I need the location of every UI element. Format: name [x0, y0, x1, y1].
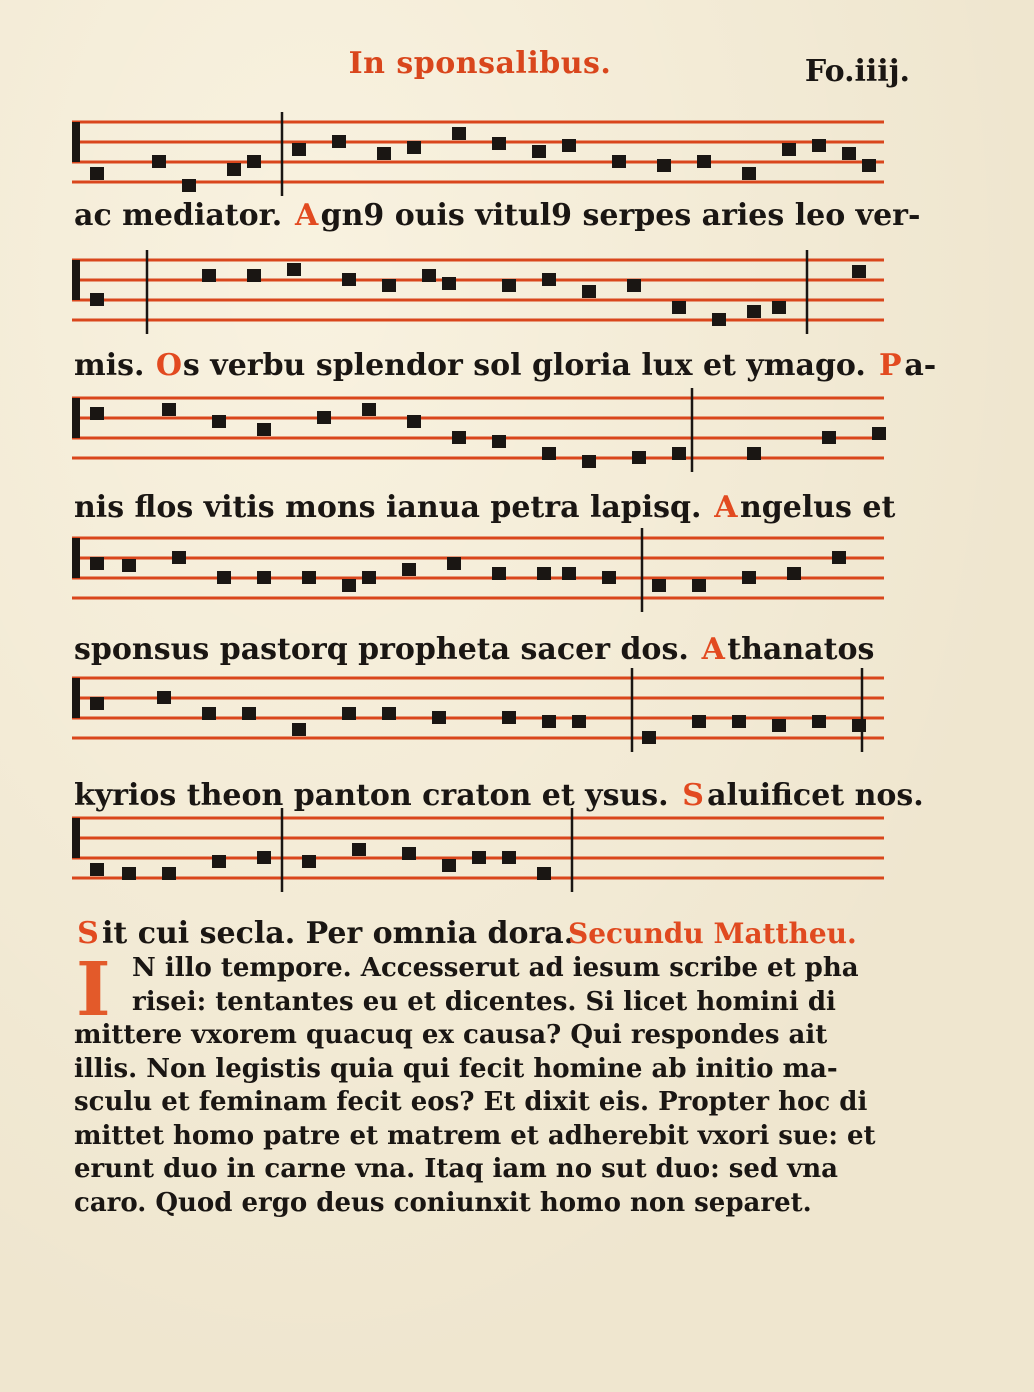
- neume-note: [202, 269, 216, 282]
- lyric-part: nis flos vitis mons ianua petra lapisq.: [74, 490, 712, 525]
- lyric-part: s verbu splendor sol gloria lux et ymago.: [182, 348, 877, 383]
- lyric-line-3: [74, 488, 896, 528]
- neume-note: [122, 867, 136, 880]
- gospel-text: [74, 947, 894, 1220]
- neume-note: [582, 455, 596, 468]
- neume-note: [90, 407, 104, 420]
- rubric-initial: O: [155, 348, 182, 383]
- lyric-part: ac mediator.: [74, 198, 293, 233]
- neume-note: [642, 731, 656, 744]
- lyric-part: a-: [904, 348, 937, 383]
- neume-note: [812, 715, 826, 728]
- lyric-line-4: [74, 630, 886, 670]
- neume-note: [537, 867, 551, 880]
- rubric-initial: A: [714, 490, 738, 525]
- neume-note: [447, 557, 461, 570]
- neume-note: [227, 163, 241, 176]
- neume-note: [362, 571, 376, 584]
- neume-note: [242, 707, 256, 720]
- neume-note: [697, 155, 711, 168]
- clef-mark: [72, 398, 80, 438]
- lyric-line-6: [74, 914, 575, 954]
- neume-note: [812, 139, 826, 152]
- lyric-part: it cui secla. Per omnia dora.: [102, 916, 575, 951]
- neume-note: [692, 715, 706, 728]
- lyric-part: thanatos: [727, 632, 875, 667]
- lyric-part: kyrios theon panton craton et ysus.: [74, 778, 680, 813]
- gospel-line: erunt duo in carne vna. Itaq iam no sut duo: sed vna: [74, 1154, 839, 1184]
- neume-note: [257, 423, 271, 436]
- clef-mark: [72, 538, 80, 578]
- gospel-line: caro. Quod ergo deus coniunxit homo non separet.: [74, 1187, 812, 1218]
- neume-note: [90, 557, 104, 570]
- clef-mark: [72, 260, 80, 300]
- gospel-line: sculu et feminam fecit eos? Et dixit eis. Propter hoc di: [74, 1087, 868, 1117]
- neume-note: [562, 139, 576, 152]
- neume-note: [542, 715, 556, 728]
- gospel-line: mittet homo patre et matrem et adherebit vxori sue: et: [74, 1120, 876, 1151]
- gospel-line: risei: tentantes eu et dicentes. Si licet homini di: [132, 986, 836, 1017]
- neume-note: [872, 427, 886, 440]
- neume-note: [612, 155, 626, 168]
- neume-note: [257, 571, 271, 584]
- gospel-line: mittere vxorem quacuq ex causa? Qui respondes ait: [74, 1020, 828, 1050]
- lyric-part: mis.: [74, 348, 155, 383]
- neume-note: [772, 719, 786, 732]
- neume-note: [712, 313, 726, 326]
- neume-note: [212, 415, 226, 428]
- rubric-initial: P: [879, 348, 902, 383]
- neume-note: [122, 559, 136, 572]
- lyric-part: gn9 ouis vitul9 serpes aries leo ver-: [320, 198, 921, 233]
- neume-note: [852, 265, 866, 278]
- neume-note: [292, 143, 306, 156]
- neume-note: [342, 707, 356, 720]
- neume-note: [407, 415, 421, 428]
- neume-note: [672, 447, 686, 460]
- neume-note: [542, 447, 556, 460]
- neume-note: [287, 263, 301, 276]
- neume-note: [652, 579, 666, 592]
- clef-mark: [72, 818, 80, 858]
- neume-note: [302, 855, 316, 868]
- rubric-initial: S: [77, 916, 99, 951]
- neume-note: [742, 571, 756, 584]
- neume-note: [90, 863, 104, 876]
- music-staff-2: [72, 250, 884, 334]
- music-staff-4: [72, 528, 884, 612]
- neume-note: [152, 155, 166, 168]
- lyric-part: aluificet nos.: [707, 778, 924, 813]
- neume-note: [377, 147, 391, 160]
- running-title: In sponsalibus.: [348, 46, 612, 81]
- lyric-line-1: [74, 196, 921, 236]
- neume-note: [747, 305, 761, 318]
- gospel-heading: Secundu Mattheu.: [568, 917, 857, 950]
- neume-note: [772, 301, 786, 314]
- neume-note: [627, 279, 641, 292]
- neume-note: [157, 691, 171, 704]
- music-staff-6: [72, 808, 884, 892]
- neume-note: [787, 567, 801, 580]
- neume-note: [852, 719, 866, 732]
- neume-note: [492, 137, 506, 150]
- neume-note: [742, 167, 756, 180]
- neume-note: [492, 567, 506, 580]
- neume-note: [407, 141, 421, 154]
- neume-note: [452, 127, 466, 140]
- gospel-line: illis. Non legistis quia qui fecit homine ab initio ma-: [74, 1053, 838, 1084]
- neume-note: [542, 273, 556, 286]
- neume-note: [217, 571, 231, 584]
- neume-note: [472, 851, 486, 864]
- neume-note: [832, 551, 846, 564]
- folio-number: Fo.iiij.: [804, 54, 910, 89]
- neume-note: [657, 159, 671, 172]
- neume-note: [502, 851, 516, 864]
- neume-note: [90, 167, 104, 180]
- neume-note: [492, 435, 506, 448]
- neume-note: [747, 447, 761, 460]
- neume-note: [452, 431, 466, 444]
- neume-note: [90, 697, 104, 710]
- lyric-line-5: [74, 776, 924, 816]
- neume-note: [442, 859, 456, 872]
- neume-note: [90, 293, 104, 306]
- neume-note: [382, 707, 396, 720]
- neume-note: [202, 707, 216, 720]
- lyric-part: sponsus pastorq propheta sacer dos.: [74, 632, 700, 667]
- neume-note: [822, 431, 836, 444]
- neume-note: [862, 159, 876, 172]
- neume-note: [602, 571, 616, 584]
- neume-note: [632, 451, 646, 464]
- rubric-initial: A: [701, 632, 725, 667]
- neume-note: [162, 403, 176, 416]
- neume-note: [692, 579, 706, 592]
- neume-note: [352, 843, 366, 856]
- neume-note: [732, 715, 746, 728]
- music-staff-3: [72, 388, 884, 472]
- neume-note: [292, 723, 306, 736]
- neume-note: [382, 279, 396, 292]
- neume-note: [362, 403, 376, 416]
- neume-note: [782, 143, 796, 156]
- neume-note: [572, 715, 586, 728]
- neume-note: [247, 269, 261, 282]
- lyric-part: ngelus et: [739, 490, 896, 525]
- neume-note: [342, 579, 356, 592]
- neume-note: [562, 567, 576, 580]
- neume-note: [537, 567, 551, 580]
- neume-note: [582, 285, 596, 298]
- music-staff-1: [72, 112, 884, 196]
- neume-note: [442, 277, 456, 290]
- neume-note: [247, 155, 261, 168]
- rubric-initial: A: [294, 198, 319, 233]
- lyric-line-2: [74, 346, 937, 386]
- neume-note: [402, 847, 416, 860]
- neume-note: [502, 279, 516, 292]
- neume-note: [432, 711, 446, 724]
- clef-mark: [72, 678, 80, 718]
- music-staff-5: [72, 668, 884, 752]
- neume-note: [672, 301, 686, 314]
- neume-note: [332, 135, 346, 148]
- neume-note: [257, 851, 271, 864]
- gospel-line: N illo tempore. Accesserut ad iesum scribe et pha: [132, 953, 859, 983]
- decorated-initial: I: [76, 947, 111, 1033]
- neume-note: [162, 867, 176, 880]
- rubric-initial: S: [682, 778, 704, 813]
- neume-note: [502, 711, 516, 724]
- neume-note: [317, 411, 331, 424]
- neume-note: [182, 179, 196, 192]
- neume-note: [342, 273, 356, 286]
- clef-mark: [72, 122, 80, 162]
- neume-note: [532, 145, 546, 158]
- neume-note: [302, 571, 316, 584]
- neume-note: [172, 551, 186, 564]
- neume-note: [842, 147, 856, 160]
- neume-note: [402, 563, 416, 576]
- neume-note: [212, 855, 226, 868]
- neume-note: [422, 269, 436, 282]
